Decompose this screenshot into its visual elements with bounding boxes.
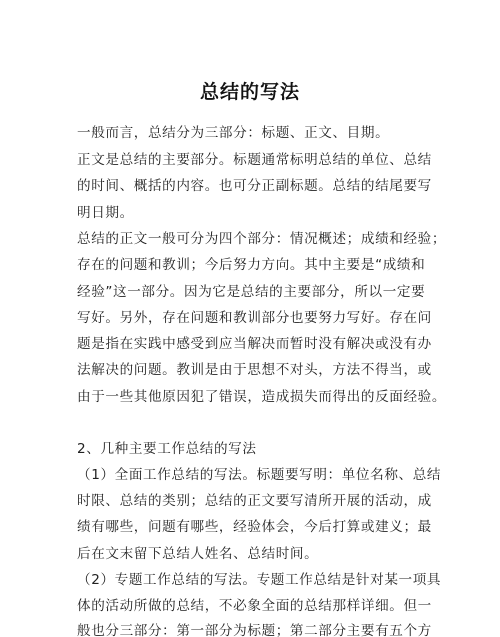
text-line: 般也分三部分：第一部分为标题；第二部分主要有五个方 bbox=[77, 623, 432, 637]
text-line: （2）专题工作总结的写法。专题工作总结是针对某一项具 bbox=[77, 572, 442, 588]
text-line: 存在的问题和教训；今后努力方向。其中主要是“成绩和 bbox=[77, 257, 426, 273]
text-line: 一般而言，总结分为三部分：标题、正文、目期。 bbox=[77, 125, 390, 141]
text-line: 题是指在实践中感受到应当解决而暂时没有解决或没有办 bbox=[77, 336, 432, 352]
text-line: （1）全面工作总结的写法。标题要写明：单位名称、总结 bbox=[77, 467, 442, 483]
text-line: 由于一些其他原因犯了错误，造成损失而得出的反面经验。 bbox=[77, 389, 447, 405]
text-line: 后在文末留下总结人姓名、总结时间。 bbox=[77, 546, 319, 562]
text-line: 时限、总结的类别；总结的正文要写清所开展的活动，成 bbox=[77, 493, 432, 509]
text-line: 绩有哪些，问题有哪些，经验体会，今后打算或建义；最 bbox=[77, 519, 432, 535]
text-line: 明日期。 bbox=[77, 205, 134, 221]
section-heading: 2、几种主要工作总结的写法 bbox=[77, 441, 257, 457]
text-line: 正文是总结的主要部分。标题通常标明总结的单位、总结 bbox=[77, 152, 432, 168]
text-line: 写好。另外，存在问题和教训部分也要努力写好。存在问 bbox=[77, 310, 432, 326]
text-line: 体的活动所做的总结，不必象全面的总结那样详细。但一 bbox=[77, 598, 432, 614]
text-line: 法解决的问题。教训是由于思想不对头，方法不得当，或 bbox=[77, 362, 432, 378]
document-title: 总结的写法 bbox=[199, 81, 300, 103]
text-line: 经验”这一部分。因为它是总结的主要部分，所以一定要 bbox=[77, 284, 426, 300]
text-line: 总结的正文一般可分为四个部分：情况概述；成绩和经验； bbox=[77, 231, 447, 247]
text-line: 的时间、概括的内容。也可分正副标题。总结的结尾要写 bbox=[77, 178, 432, 194]
